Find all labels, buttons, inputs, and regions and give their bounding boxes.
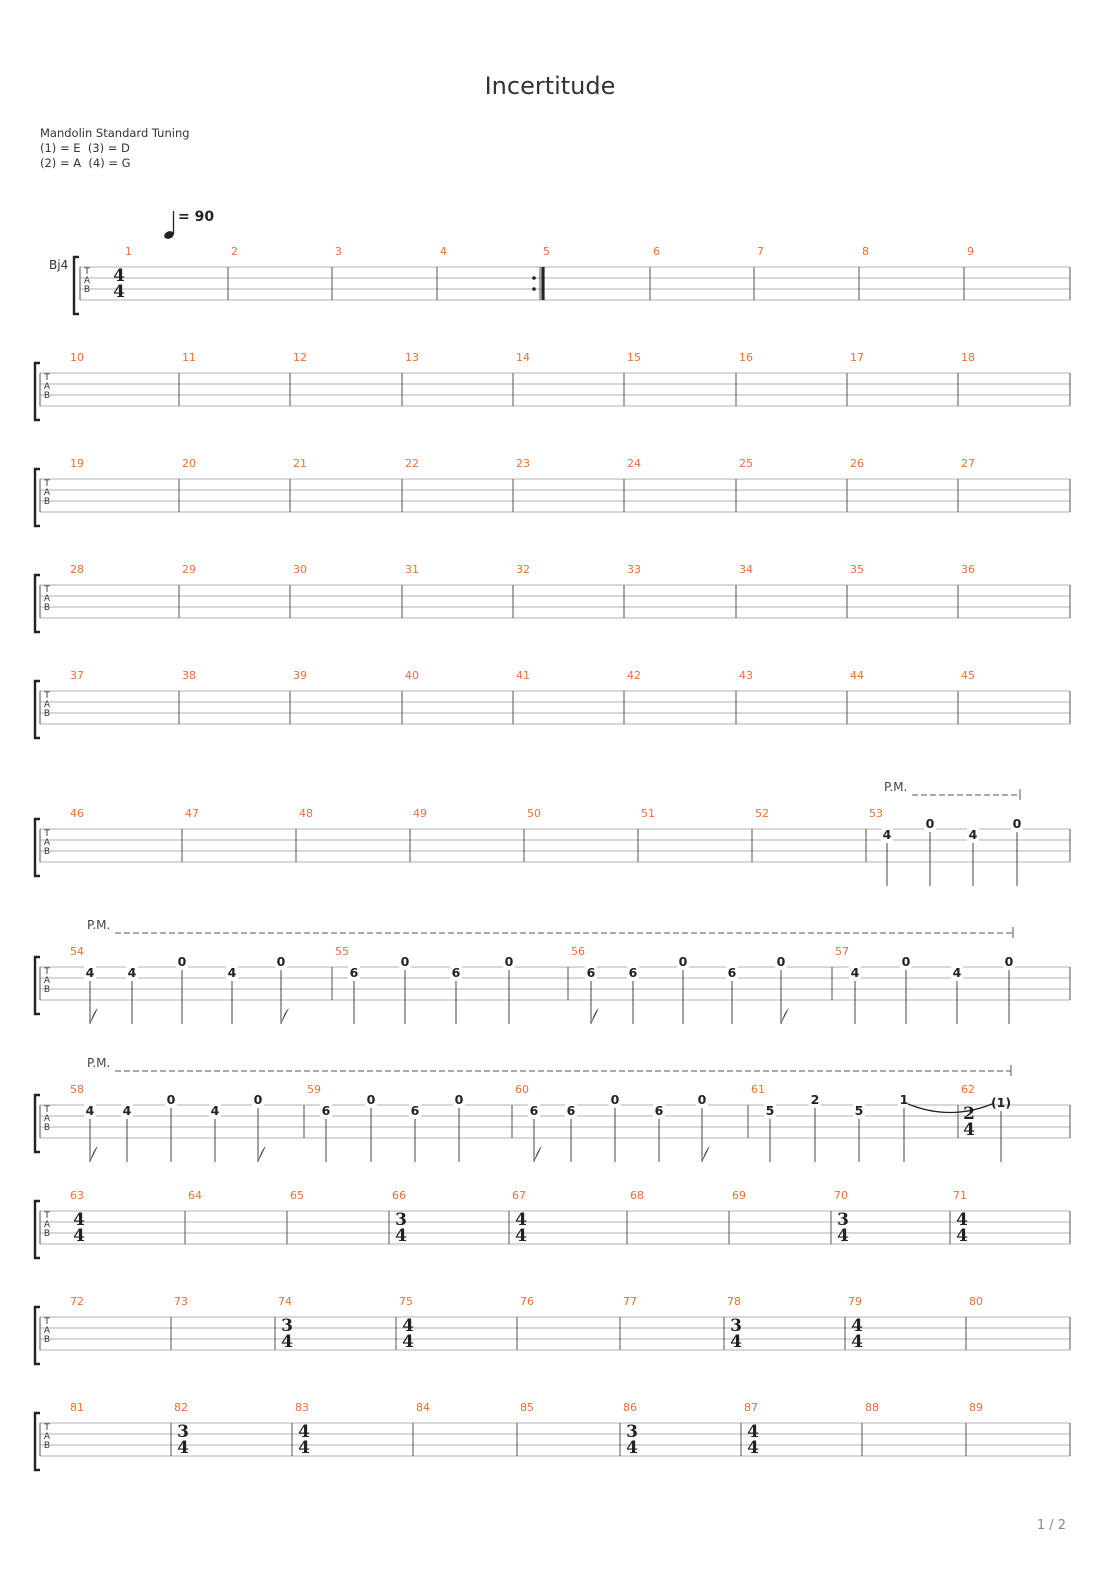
measure-number: 29 <box>182 563 196 576</box>
fret-number: 0 <box>776 954 786 969</box>
fret-number: 4 <box>850 965 860 980</box>
measure-number: 15 <box>627 351 641 364</box>
measure-number: 38 <box>182 669 196 682</box>
measure-number: 19 <box>70 457 84 470</box>
fret-number: 6 <box>586 965 596 980</box>
measure-number: 78 <box>727 1295 741 1308</box>
tab-clef-letter: B <box>43 847 51 857</box>
measure-number: 14 <box>516 351 530 364</box>
fret-number: 6 <box>349 965 359 980</box>
measure-number: 64 <box>188 1189 202 1202</box>
measure-number: 32 <box>516 563 530 576</box>
time-signature-bottom: 4 <box>402 1332 414 1352</box>
tab-clef-letter: A <box>43 594 51 604</box>
fret-number: 0 <box>678 954 688 969</box>
fret-number: 6 <box>654 1103 664 1118</box>
measure-number: 65 <box>290 1189 304 1202</box>
tab-clef-letter: A <box>83 276 91 286</box>
measure-number: 73 <box>174 1295 188 1308</box>
measure-number: 62 <box>961 1083 975 1096</box>
palm-mute-label: P.M. <box>884 780 908 794</box>
tab-clef-letter: T <box>84 267 90 277</box>
tab-clef-letter: B <box>43 1441 51 1451</box>
measure-number: 41 <box>516 669 530 682</box>
tab-clef-letter: B <box>43 709 51 719</box>
eighth-note-flag <box>781 1008 789 1024</box>
tab-clef-letter: A <box>43 838 51 848</box>
tab-clef-letter: B <box>43 1229 51 1239</box>
measure-number: 69 <box>732 1189 746 1202</box>
measure-number: 34 <box>739 563 753 576</box>
time-signature-bottom: 4 <box>281 1332 293 1352</box>
time-signature-bottom: 4 <box>747 1438 759 1458</box>
measure-number: 75 <box>399 1295 413 1308</box>
tempo-marking: = 90 <box>178 209 215 225</box>
measure-number: 6 <box>653 245 660 258</box>
eighth-note-flag <box>90 1008 98 1024</box>
measure-number: 23 <box>516 457 530 470</box>
measure-number: 74 <box>278 1295 292 1308</box>
fret-number: 0 <box>166 1092 176 1107</box>
system-bracket <box>35 1201 40 1258</box>
measure-number: 18 <box>961 351 975 364</box>
measure-number: 21 <box>293 457 307 470</box>
eighth-note-flag <box>281 1008 289 1024</box>
measure-number: 52 <box>755 807 769 820</box>
measure-number: 48 <box>299 807 313 820</box>
time-signature-bottom: 4 <box>956 1226 968 1246</box>
time-signature-top: 4 <box>113 266 125 286</box>
tab-clef-letter: T <box>44 1423 50 1433</box>
time-signature-bottom: 4 <box>851 1332 863 1352</box>
fret-number: 0 <box>253 1092 263 1107</box>
measure-number: 27 <box>961 457 975 470</box>
tab-clef-letter: T <box>44 967 50 977</box>
time-signature-top: 3 <box>395 1210 407 1230</box>
tab-clef-letter: A <box>43 1114 51 1124</box>
tab-clef-letter: A <box>43 976 51 986</box>
measure-number: 72 <box>70 1295 84 1308</box>
tab-clef-letter: A <box>43 382 51 392</box>
time-signature-bottom: 4 <box>177 1438 189 1458</box>
tuning-name: Mandolin Standard Tuning <box>40 126 190 140</box>
eighth-note-flag <box>534 1146 542 1162</box>
measure-number: 8 <box>862 245 869 258</box>
measure-number: 33 <box>627 563 641 576</box>
fret-number: 4 <box>952 965 962 980</box>
measure-number: 47 <box>185 807 199 820</box>
measure-number: 85 <box>520 1401 534 1414</box>
measure-number: 43 <box>739 669 753 682</box>
system-bracket <box>35 575 40 632</box>
measure-number: 28 <box>70 563 84 576</box>
repeat-dot <box>532 276 536 280</box>
palm-mute-label: P.M. <box>87 1056 111 1070</box>
measure-number: 37 <box>70 669 84 682</box>
repeat-dot <box>532 287 536 291</box>
measure-number: 67 <box>512 1189 526 1202</box>
measure-number: 77 <box>623 1295 637 1308</box>
measure-number: 17 <box>850 351 864 364</box>
tab-clef-letter: B <box>43 603 51 613</box>
tab-clef-letter: A <box>43 488 51 498</box>
measure-number: 81 <box>70 1401 84 1414</box>
measure-number: 89 <box>969 1401 983 1414</box>
time-signature-top: 3 <box>281 1316 293 1336</box>
time-signature-bottom: 4 <box>113 282 125 302</box>
time-signature-top: 4 <box>851 1316 863 1336</box>
measure-number: 59 <box>307 1083 321 1096</box>
fret-number: 4 <box>122 1103 132 1118</box>
fret-number: 6 <box>628 965 638 980</box>
system-bracket <box>35 363 40 420</box>
time-signature-bottom: 4 <box>626 1438 638 1458</box>
tab-clef-letter: B <box>43 391 51 401</box>
time-signature-top: 3 <box>626 1422 638 1442</box>
measure-number: 83 <box>295 1401 309 1414</box>
fret-number: 4 <box>968 827 978 842</box>
tab-clef-letter: T <box>44 691 50 701</box>
fret-number: 0 <box>400 954 410 969</box>
fret-number: 5 <box>854 1103 864 1118</box>
measure-number: 66 <box>392 1189 406 1202</box>
fret-number: 6 <box>566 1103 576 1118</box>
fret-number: 0 <box>366 1092 376 1107</box>
tab-clef-letter: T <box>44 373 50 383</box>
measure-number: 4 <box>440 245 447 258</box>
time-signature-bottom: 4 <box>73 1226 85 1246</box>
fret-number: 0 <box>610 1092 620 1107</box>
song-title: Incertitude <box>484 72 616 100</box>
measure-number: 2 <box>231 245 238 258</box>
tab-clef-letter: T <box>44 479 50 489</box>
measure-number: 9 <box>967 245 974 258</box>
fret-number: 6 <box>321 1103 331 1118</box>
tuning-line-1: (1) = E (3) = D <box>40 141 130 155</box>
tab-clef-letter: A <box>43 1432 51 1442</box>
fret-number: 6 <box>529 1103 539 1118</box>
time-signature-bottom: 4 <box>298 1438 310 1458</box>
measure-number: 87 <box>744 1401 758 1414</box>
fret-number: 1 <box>899 1092 909 1107</box>
measure-number: 22 <box>405 457 419 470</box>
measure-number: 79 <box>848 1295 862 1308</box>
measure-number: 88 <box>865 1401 879 1414</box>
time-signature-bottom: 4 <box>515 1226 527 1246</box>
measure-number: 60 <box>515 1083 529 1096</box>
measure-number: 42 <box>627 669 641 682</box>
system-bracket <box>35 957 40 1014</box>
fret-number: 2 <box>810 1092 820 1107</box>
measure-number: 13 <box>405 351 419 364</box>
fret-number: 6 <box>727 965 737 980</box>
fret-number: 0 <box>1012 816 1022 831</box>
time-signature-bottom: 4 <box>395 1226 407 1246</box>
measure-number: 57 <box>835 945 849 958</box>
time-signature-top: 4 <box>402 1316 414 1336</box>
fret-number: 0 <box>454 1092 464 1107</box>
measure-number: 68 <box>630 1189 644 1202</box>
measure-number: 25 <box>739 457 753 470</box>
tab-clef-letter: B <box>43 1123 51 1133</box>
palm-mute-label: P.M. <box>87 918 111 932</box>
measure-number: 40 <box>405 669 419 682</box>
tab-clef-letter: A <box>43 700 51 710</box>
measure-number: 50 <box>527 807 541 820</box>
measure-number: 53 <box>869 807 883 820</box>
time-signature-top: 4 <box>956 1210 968 1230</box>
time-signature-top: 3 <box>837 1210 849 1230</box>
fret-number: 5 <box>765 1103 775 1118</box>
measure-number: 30 <box>293 563 307 576</box>
measure-number: 55 <box>335 945 349 958</box>
fret-number: 4 <box>85 965 95 980</box>
measure-number: 51 <box>641 807 655 820</box>
time-signature-top: 4 <box>73 1210 85 1230</box>
tab-clef-letter: B <box>43 1335 51 1345</box>
measure-number: 3 <box>335 245 342 258</box>
measure-number: 31 <box>405 563 419 576</box>
fret-number: 0 <box>697 1092 707 1107</box>
fret-number: 4 <box>85 1103 95 1118</box>
fret-number: 0 <box>925 816 935 831</box>
time-signature-top: 4 <box>298 1422 310 1442</box>
eighth-note-flag <box>258 1146 266 1162</box>
tempo-quarter-note-icon <box>163 211 175 240</box>
tab-clef-letter: T <box>44 1105 50 1115</box>
measure-number: 63 <box>70 1189 84 1202</box>
fret-number: 4 <box>227 965 237 980</box>
eighth-note-flag <box>90 1146 98 1162</box>
measure-number: 7 <box>757 245 764 258</box>
system-bracket <box>35 681 40 738</box>
tab-clef-letter: T <box>44 1211 50 1221</box>
fret-number: 6 <box>410 1103 420 1118</box>
fret-number: 4 <box>882 827 892 842</box>
measure-number: 71 <box>953 1189 967 1202</box>
fret-number: 0 <box>1004 954 1014 969</box>
measure-number: 45 <box>961 669 975 682</box>
time-signature-top: 2 <box>963 1104 975 1124</box>
measure-number: 1 <box>125 245 132 258</box>
time-signature-top: 3 <box>177 1422 189 1442</box>
system-bracket <box>74 257 79 314</box>
time-signature-bottom: 4 <box>837 1226 849 1246</box>
tab-clef-letter: B <box>43 497 51 507</box>
time-signature-bottom: 4 <box>730 1332 742 1352</box>
track-name: Bj4 <box>49 258 69 272</box>
tuning-line-2: (2) = A (4) = G <box>40 156 131 170</box>
tab-clef-letter: A <box>43 1326 51 1336</box>
measure-number: 36 <box>961 563 975 576</box>
system-bracket <box>35 1307 40 1364</box>
system-bracket <box>35 1413 40 1470</box>
measure-number: 26 <box>850 457 864 470</box>
fret-number: 0 <box>276 954 286 969</box>
measure-number: 44 <box>850 669 864 682</box>
eighth-note-flag <box>591 1008 599 1024</box>
measure-number: 35 <box>850 563 864 576</box>
measure-number: 16 <box>739 351 753 364</box>
system-bracket <box>35 469 40 526</box>
measure-number: 54 <box>70 945 84 958</box>
measure-number: 49 <box>413 807 427 820</box>
measure-number: 5 <box>543 245 550 258</box>
system-bracket <box>35 1095 40 1152</box>
tab-clef-letter: T <box>44 1317 50 1327</box>
fret-number: 4 <box>210 1103 220 1118</box>
measure-number: 10 <box>70 351 84 364</box>
measure-number: 20 <box>182 457 196 470</box>
fret-number: 0 <box>177 954 187 969</box>
measure-number: 39 <box>293 669 307 682</box>
measure-number: 56 <box>571 945 585 958</box>
measure-number: 84 <box>416 1401 430 1414</box>
measure-number: 11 <box>182 351 196 364</box>
tab-clef-letter: T <box>44 829 50 839</box>
measure-number: 80 <box>969 1295 983 1308</box>
measure-number: 86 <box>623 1401 637 1414</box>
measure-number: 70 <box>834 1189 848 1202</box>
fret-number: 4 <box>127 965 137 980</box>
measure-number: 82 <box>174 1401 188 1414</box>
eighth-note-flag <box>702 1146 710 1162</box>
tab-clef-letter: B <box>83 285 91 295</box>
fret-number: 0 <box>901 954 911 969</box>
tab-clef-letter: T <box>44 585 50 595</box>
fret-number: 6 <box>451 965 461 980</box>
fret-number: 0 <box>504 954 514 969</box>
page-number: 1 / 2 <box>1036 1518 1066 1533</box>
measure-number: 76 <box>520 1295 534 1308</box>
time-signature-top: 3 <box>730 1316 742 1336</box>
system-bracket <box>35 819 40 876</box>
measure-number: 24 <box>627 457 641 470</box>
time-signature-top: 4 <box>515 1210 527 1230</box>
time-signature-top: 4 <box>747 1422 759 1442</box>
tied-note: (1) <box>990 1095 1012 1110</box>
measure-number: 58 <box>70 1083 84 1096</box>
time-signature-bottom: 4 <box>963 1120 975 1140</box>
measure-number: 12 <box>293 351 307 364</box>
measure-number: 61 <box>751 1083 765 1096</box>
tab-clef-letter: B <box>43 985 51 995</box>
measure-number: 46 <box>70 807 84 820</box>
tab-clef-letter: A <box>43 1220 51 1230</box>
